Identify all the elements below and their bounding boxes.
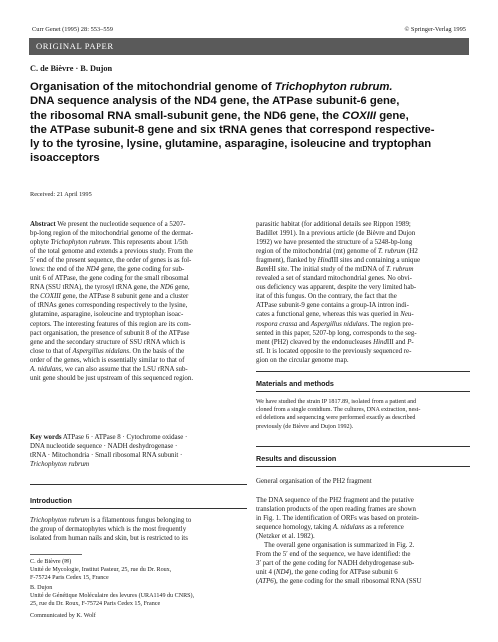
authors: C. de Bièvre · B. Dujon <box>30 64 113 73</box>
divider <box>256 446 470 447</box>
copyright: © Springer-Verlag 1995 <box>404 26 466 33</box>
results-subheading: General organisation of the PH2 fragment <box>256 478 372 485</box>
affiliations: C. de Bièvre (✉) Unité de Mycologie, Institut Pasteur, 25, rue du Dr. Roux, F-75724 Paris Cedex 15, France B. Dujon Unité de Génétique Moléculaire des levures (URA1149 du CNRS), 25, rue du Dr. Roux, F-75724 Paris Cedex 15, France Communicated by K. Wolf <box>30 559 195 619</box>
section-heading-results: Results and discussion <box>256 454 337 463</box>
article-type-banner: ORIGINAL PAPER <box>29 38 469 55</box>
introduction-text: Trichophyton rubrum is a filamentous fungus belonging to the group of dermatophytes which is the most frequently isolated from human nails and skin, but is restricted to its <box>30 517 192 543</box>
divider <box>256 466 470 467</box>
received-date: Received: 21 April 1995 <box>30 191 92 198</box>
results-text: The DNA sequence of the PH2 fragment and the putative translation products of the open reading frames are shown in Fig. 1. The identification of ORFs was based on protein- sequence homology, taking A. nidulans as a reference (Netzker et al. 1982). The overall gene organisation is summarized in Fig. 2. From the 5′ end of the sequence, we have identified: the 3′ part of the gene coding for NADH dehydrogenase sub- unit 4 (ND4), the gene coding for ATPase subunit 6 (ATP6), the gene coding for the small ribosomal RNA (SSU <box>256 497 422 586</box>
section-heading-introduction: Introduction <box>30 496 72 505</box>
divider <box>30 508 247 509</box>
journal-citation: Curr Genet (1995) 28: 553–559 <box>32 26 113 33</box>
divider <box>30 484 247 485</box>
divider <box>256 371 470 372</box>
footnote-rule <box>30 554 82 555</box>
section-heading-methods: Materials and methods <box>256 379 334 388</box>
introduction-continued: parasitic habitat (for additional details see Rippon 1989; Badillet 1991). In a previous article (de Bièvre and Dujon 1992) we have presented the structure of a 5248-bp-long region of the mitochondrial (mt) genome of T. rubrum (H2 fragment), flanked by HindIII sites and containing a unique BamHI site. The initial study of the mtDNA of T. rubrum revealed a set of standard mitochondrial genes. No obvi- ous deficiency was apparent, despite the very limited hab- itat of this fungus. On the contrary, the fact that the ATPase subunit-9 gene contains a group-IA intron indi- cates a functional gene, whereas this was queried in Neu- rospora crassa and Aspergillus nidulans. The region pre- sented in this paper, 5207-bp long, corresponds to the seg- ment (PH2) cleaved by the endonucleases HindIII and P- stI. It is located opposite to the previously sequenced re- gion on the circular genome map. <box>256 221 421 364</box>
keywords: Key words ATPase 6 · ATPase 8 · Cytochrome oxidase · DNA nucleotide sequence · NADH deshydrogenase · tRNA · Mitochondria · Small ribosomal RNA subunit · Trichophyton rubrum <box>30 434 188 469</box>
running-head <box>32 26 466 36</box>
divider <box>256 391 470 392</box>
article-title: Organisation of the mitochondrial genome of Trichophyton rubrum. DNA sequence analysis of the ND4 gene, the ATPase subunit-6 gene, the ribosomal RNA small-subunit gene, the ND6 gene, the COXIII gene, the ATPase subunit-8 gene and six tRNA genes that correspond respective- ly to the tyrosine, lysine, glutamine, asparagine, isoleucine and tryptophan isoacceptors <box>30 81 435 165</box>
methods-text: We have studied the strain IP 1817.89, isolated from a patient and cloned from a single conidium. The cultures, DNA extraction, nest- ed deletions and sequencing were performed exactly as described previously (de Bièvre and Dujon 1992). <box>256 399 421 430</box>
abstract: Abstract We present the nucleotide sequence of a 5207- bp-long region of the mitochondrial genome of the dermat- ophyte Trichophyton rubrum. This represents about 1/5th of the total genome and extends a previous study. From the 5′ end of the present sequence, the order of genes is as fol- lows: the end of the ND4 gene, the gene coding for sub- unit 6 of ATPase, the gene coding for the small ribosomal RNA (SSU tRNA), the tyrosyl tRNA gene, the ND6 gene, the COXIII gene, the ATPase 8 subunit gene and a cluster of tRNAs genes corresponding respectively to the lysine, glutamine, asparagine, isoleucine and tryptophan isoac- ceptors. The interesting features of this region are its com- pact organisation, the presence of subunit 8 of the ATPase gene and the secondary structure of SSU rRNA which is close to that of Aspergillus nidulans. On the basis of the order of the genes, which is essentially similar to that of A. nidulans, we can also assume that the LSU rRNA sub- unit gene should be just upstream of this sequenced region. <box>30 221 194 382</box>
